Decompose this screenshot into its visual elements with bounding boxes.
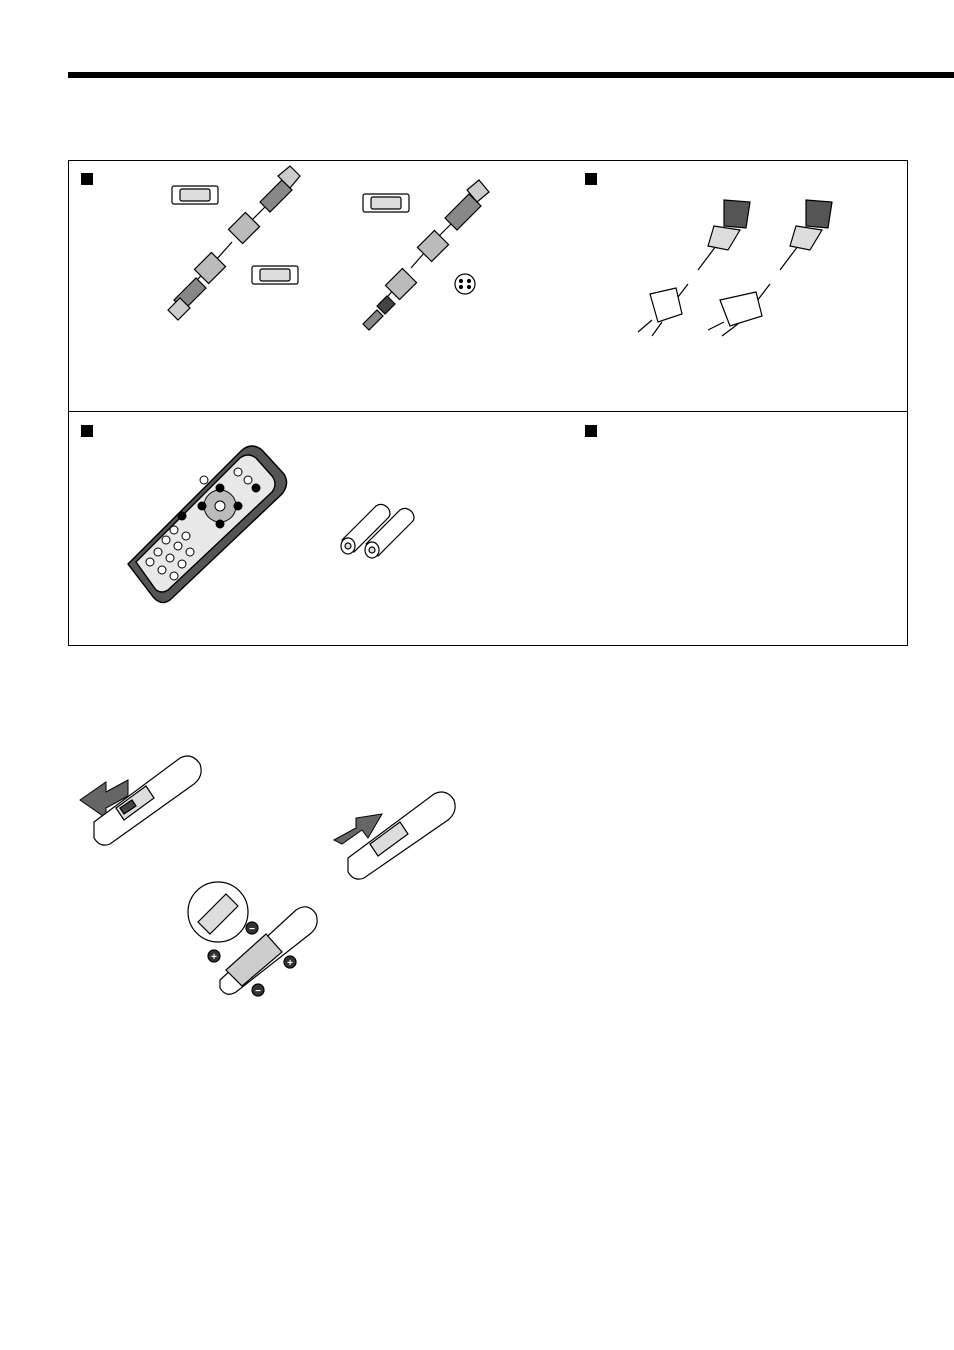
polarity-minus: − (249, 924, 255, 935)
top-rule (68, 72, 954, 78)
polarity-plus: + (287, 958, 293, 969)
section-marker-remote (81, 425, 93, 437)
power-plug-illustration (700, 190, 850, 340)
section-marker-power-cords (585, 173, 597, 185)
accessories-divider (69, 411, 907, 412)
aa-batteries-illustration (338, 500, 420, 558)
remove-cover-illustration (76, 752, 208, 848)
section-marker-cables (81, 173, 93, 185)
replace-cover-illustration (330, 790, 462, 882)
serial-mini-din-cable-illustration (355, 184, 495, 336)
polarity-minus: − (255, 986, 261, 997)
section-marker-other (585, 425, 597, 437)
vga-cable-illustration (160, 172, 310, 324)
remote-control-illustration (122, 444, 288, 604)
insert-batteries-illustration (186, 880, 320, 998)
polarity-plus: + (211, 952, 217, 963)
